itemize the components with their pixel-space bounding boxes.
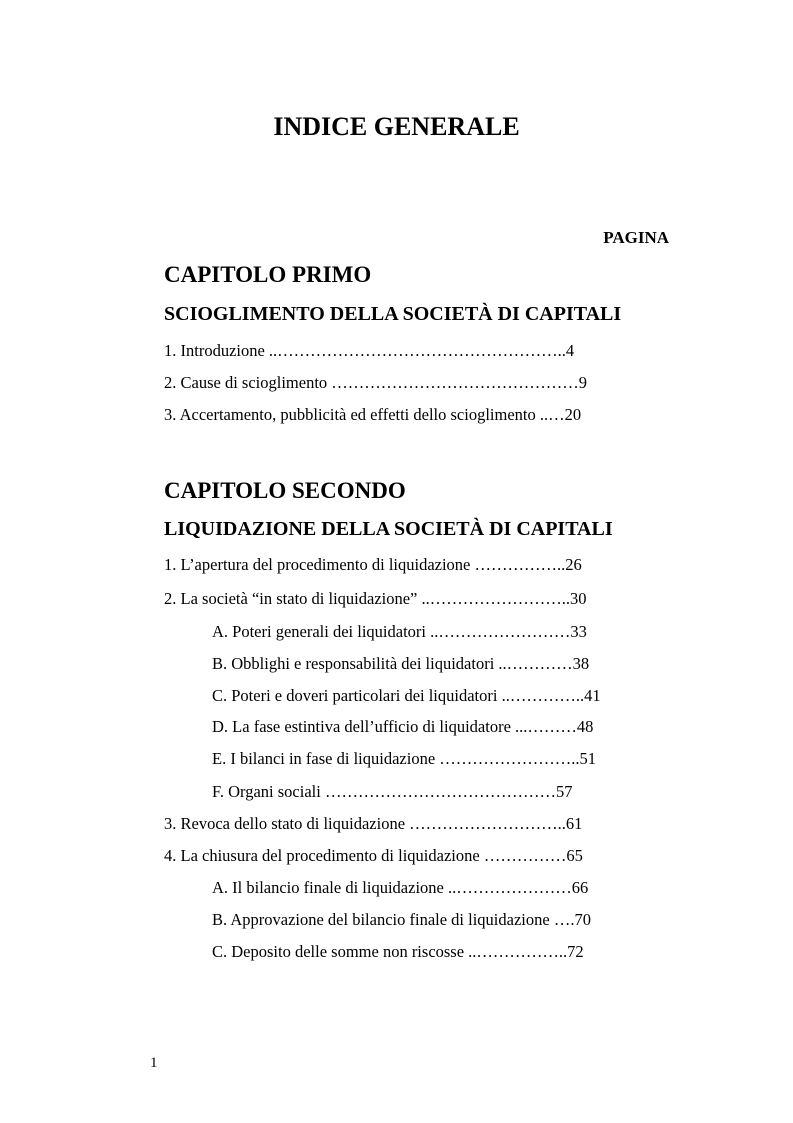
page-column-header: PAGINA xyxy=(603,228,669,247)
toc-entry[interactable]: 1. Introduzione ..……………………………………………..4 xyxy=(164,341,575,360)
toc-entry[interactable]: 3. Accertamento, pubblicità ed effetti dello scioglimento ..…20 xyxy=(164,405,582,424)
toc-subentry[interactable]: B. Approvazione del bilancio finale di liquidazione ….70 xyxy=(212,910,591,929)
toc-subentry[interactable]: A. Il bilancio finale di liquidazione ..…………………66 xyxy=(212,878,589,897)
toc-subentry[interactable]: D. La fase estintiva dell’ufficio di liquidatore ...………48 xyxy=(212,717,594,736)
chapter-subheading: LIQUIDAZIONE DELLA SOCIETÀ DI CAPITALI xyxy=(164,518,613,540)
document-title: INDICE GENERALE xyxy=(273,112,520,141)
toc-subentry[interactable]: C. Poteri e doveri particolari dei liquidatori ..…………..41 xyxy=(212,686,601,705)
toc-subentry[interactable]: C. Deposito delle somme non riscosse ..……………..72 xyxy=(212,942,584,961)
chapter-heading: CAPITOLO SECONDO xyxy=(164,478,406,503)
page-number: 1 xyxy=(150,1055,158,1071)
chapter-subheading: SCIOGLIMENTO DELLA SOCIETÀ DI CAPITALI xyxy=(164,303,622,325)
toc-subentry[interactable]: E. I bilanci in fase di liquidazione ……………………..51 xyxy=(212,749,597,768)
toc-subentry[interactable]: A. Poteri generali dei liquidatori ..……………………33 xyxy=(212,622,587,641)
toc-entry[interactable]: 4. La chiusura del procedimento di liquidazione ……………65 xyxy=(164,846,583,865)
toc-entry[interactable]: 2. Cause di scioglimento ………………………………………9 xyxy=(164,373,588,392)
toc-subentry[interactable]: F. Organi sociali ……………………………………57 xyxy=(212,782,573,801)
toc-subentry[interactable]: B. Obblighi e responsabilità dei liquidatori ..…………38 xyxy=(212,654,590,673)
toc-entry[interactable]: 3. Revoca dello stato di liquidazione ………………………..61 xyxy=(164,814,583,833)
toc-entry[interactable]: 2. La società “in stato di liquidazione” ..……………………..30 xyxy=(164,589,587,608)
chapter-heading: CAPITOLO PRIMO xyxy=(164,262,372,287)
toc-entry[interactable]: 1. L’apertura del procedimento di liquidazione ……………..26 xyxy=(164,555,582,574)
